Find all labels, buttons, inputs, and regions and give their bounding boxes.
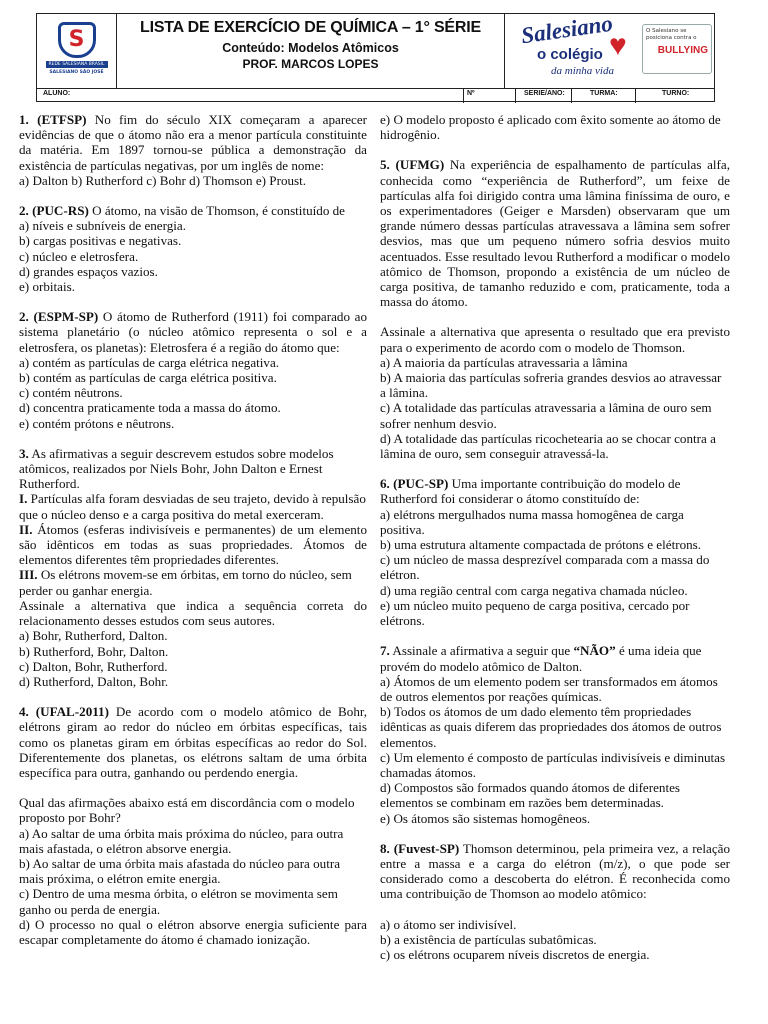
question-2 [19, 203, 367, 294]
question-source: (PUC-RS) [32, 203, 89, 219]
option: d) O processo no qual o elétron absorve energia suficiente para escapar completamente do átomo é chamado ionização. [19, 916, 367, 947]
field-turno: TURNO: [662, 90, 690, 97]
question-number: 5. [380, 157, 390, 173]
option: b) a existência de partículas subatômicas. [380, 931, 597, 947]
option: a) Bohr, Rutherford, Dalton. [19, 628, 168, 644]
question-1 [19, 112, 367, 188]
bully-word: BULLYING [657, 45, 708, 57]
question-prompt: Assinale a alternativa que indica a sequência correta do relacionamento desses estudos com seus autores. [19, 597, 367, 629]
salesiano-shield-icon [44, 20, 110, 82]
question-number: 4. [19, 704, 29, 720]
option: c) os elétrons ocuparem níveis discretos de energia. [380, 946, 650, 962]
bully-text: O Salesiano se posiciona contra o [646, 28, 697, 41]
page-subtitle: Conteúdo: Modelos Atômicos [222, 41, 399, 55]
option: b) contém as partículas de carga elétrica positiva. [19, 370, 277, 386]
option: a) o átomo ser indivisível. [380, 916, 517, 932]
question-text: No fim do século XIX começaram a aparecer evidências de que o átomo não era a menor partícula constituinte da matéria. Em 1897 tornou-se pública a demonstração da existência de partículas negativas, por um inglês de nome: [19, 112, 367, 173]
question-7 [380, 643, 730, 825]
question-text: O átomo, na visão de Thomson, é constituído de [92, 203, 345, 219]
question-number: 2. [19, 203, 29, 219]
option: d) Rutherford, Dalton, Bohr. [19, 673, 169, 689]
brand-word-tagline: da minha vida [551, 65, 614, 77]
brand-block [505, 10, 716, 88]
teacher-name: PROF. MARCOS LOPES [242, 57, 379, 71]
option: a) Ao saltar de uma órbita mais próxima do núcleo, para outra mais afastada, o elétron absorve energia. [19, 825, 344, 856]
question-2b [19, 309, 367, 431]
question-emphasis: “NÃO” [573, 643, 616, 659]
option: b) A maioria das partículas sofreria grandes desvios ao atravessar a lâmina. [380, 370, 722, 401]
option: a) contém as partículas de carga elétrica negativa. [19, 354, 280, 370]
brand-word-salesiano: Salesiano [519, 10, 615, 49]
statement-label: I. [19, 491, 28, 507]
school-logo [37, 14, 117, 88]
option: a) Átomos de um elemento podem ser transformados em átomos de outros elementos por reações químicas. [380, 673, 718, 704]
worksheet-header [36, 10, 715, 102]
statement-label: III. [19, 567, 38, 583]
question-4 [19, 704, 367, 947]
question-5 [380, 157, 730, 461]
option: b) Rutherford, Bohr, Dalton. [19, 643, 169, 659]
option: d) concentra praticamente toda a massa do átomo. [19, 400, 281, 416]
question-text: De acordo com o modelo atômico de Bohr, elétrons giram ao redor do núcleo em órbitas específicas, tais como os planetas giram em órbitas específicas ao redor do Sol. Diferentemente dos planetas, os elétrons saltam de uma órbita específica para outra, ganhando ou perdendo energia. [19, 704, 367, 780]
option: b) uma estrutura altamente compactada de prótons e elétrons. [380, 537, 702, 553]
option: d) uma região central com carga negativa chamada núcleo. [380, 582, 688, 598]
option: e) Os átomos são sistemas homogêneos. [380, 810, 591, 826]
header-title-block [117, 14, 505, 88]
right-column [380, 112, 730, 977]
salesiano-brand-logo [513, 10, 639, 83]
field-numero: Nº [467, 90, 475, 97]
option: e) um núcleo muito pequeno de carga positiva, cercado por elétrons. [380, 597, 690, 629]
option: d) A totalidade das partículas ricochetearia ao se chocar contra a lâmina de ouro, sem conseguir atravessá-la. [380, 430, 716, 462]
brand-word-colegio: o colégio [537, 46, 603, 63]
option: d) grandes espaços vazios. [19, 263, 158, 279]
option: d) Compostos são formados quando átomos de diferentes elementos se combinam em razões bem determinadas. [380, 780, 681, 811]
logo-letter: S [68, 27, 85, 52]
student-info-row [37, 88, 714, 102]
question-number: 7. [380, 643, 390, 659]
question-prompt: Qual das afirmações abaixo está em discordância com o modelo proposto por Bohr? [19, 795, 355, 826]
question-text: é uma ideia que provém do modelo atômico de Dalton. [380, 643, 702, 674]
option: a) A maioria da partículas atravessaria a lâmina [380, 354, 628, 370]
option: c) um núcleo de massa desprezível comparada com a massa do elétron. [380, 552, 710, 583]
option: e) contém prótons e nêutrons. [19, 415, 175, 431]
option: c) Dalton, Bohr, Rutherford. [19, 658, 168, 674]
option: b) Todos os átomos de um dado elemento têm propriedades idênticas as quais diferem das propriedades dos átomos de outros elementos. [380, 704, 722, 750]
statement-text: Partículas alfa foram desviadas de seu trajeto, devido à repulsão que o núcleo denso e a carga positiva do metal exerceram. [19, 491, 366, 522]
option: c) núcleo e eletrosfera. [19, 248, 139, 264]
question-text: Na experiência de espalhamento de partículas alfa, conhecida como “experiência de Rutherford”, um feixe de partículas alfa foi dirigido contra uma lâmina finíssima de ouro, e os experimentadores (Geiger e Marsden) observaram que um grande número dessas partículas atravessava a lâmina sem sofrer desvios, mas que um pequeno número sofria desvios muito acentuados. Esse resultado levou Rutherford a modificar o modelo atômico de Thomson, propondo a existência de um núcleo de carga positiva, de tamanho reduzido e com, praticamente, toda a massa do átomo. [380, 157, 730, 310]
question-text: Assinale a afirmativa a seguir que [392, 643, 571, 659]
question-options: a) Dalton b) Rutherford c) Bohr d) Thomson e) Proust. [19, 172, 307, 188]
question-text: O átomo de Rutherford (1911) foi comparado ao sistema planetário (o núcleo atômico representa o sol e a eletrosfera, os planetas): Eletrosfera é a região do átomo que: [19, 309, 368, 355]
option: e) orbitais. [19, 279, 75, 295]
question-text: Uma importante contribuição do modelo de Rutherford foi considerar o átomo constituído de: [380, 476, 681, 507]
option: b) cargas positivas e negativas. [19, 233, 182, 249]
question-source: (ETFSP) [37, 112, 87, 127]
statement-text: Átomos (esferas indivisíveis e permanentes) de um elemento são idênticos em todas as suas propriedades. Átomos de elementos diferentes têm propriedades diferentes. [19, 521, 367, 568]
question-source: (PUC-SP) [393, 476, 449, 492]
question-source: (Fuvest-SP) [393, 840, 460, 856]
question-number: 3. [19, 445, 29, 461]
question-source: (ESPM-SP) [33, 309, 99, 325]
question-text: As afirmativas a seguir descrevem estudos sobre modelos atômicos, realizados por Niels Bohr, John Dalton e Ernest Rutherford. [19, 445, 334, 492]
question-3 [19, 446, 367, 689]
statement-text: Os elétrons movem-se em órbitas, em torno do núcleo, sem perder ou ganhar energia. [19, 567, 352, 598]
question-8 [380, 841, 730, 962]
statement-label: II. [19, 521, 33, 537]
option: c) Um elemento é composto de partículas indivisíveis e diminutas chamadas átomos. [380, 749, 726, 780]
question-prompt: Assinale a alternativa que apresenta o resultado que era previsto para o experimento de acordo com o modelo de Thomson. [380, 324, 730, 355]
logo-school-name: SALESIANO SÃO JOSÉ [49, 70, 104, 75]
option: c) contém nêutrons. [19, 385, 123, 401]
field-serieano: SERIE/ANO: [524, 90, 565, 97]
page-title: LISTA DE EXERCÍCIO DE QUÍMICA – 1° SÉRIE [140, 19, 481, 36]
option: a) elétrons mergulhados numa massa homogênea de carga positiva. [380, 506, 684, 537]
option: a) níveis e subníveis de energia. [19, 218, 187, 234]
option: e) O modelo proposto é aplicado com êxito somente ao átomo de hidrogênio. [380, 112, 721, 143]
question-number: 2. [19, 309, 29, 325]
question-number: 8. [380, 840, 390, 856]
heart-icon: ♥ [609, 29, 627, 62]
question-source: (UFAL-2011) [35, 704, 109, 720]
question-source: (UFMG) [395, 157, 445, 173]
option: c) Dentro de uma mesma órbita, o elétron se movimenta sem ganho ou perda de energia. [19, 886, 338, 917]
field-turma: TURMA: [590, 90, 618, 97]
logo-caption: REDE SALESIANA BRASIL [46, 61, 108, 68]
field-aluno: ALUNO: [43, 90, 71, 97]
question-number: 6. [380, 476, 390, 492]
question-6 [380, 476, 730, 628]
left-column [19, 112, 367, 962]
question-4-continued [380, 112, 730, 142]
anti-bullying-badge [642, 24, 712, 74]
option: b) Ao saltar de uma órbita mais afastada do núcleo para outra mais próxima, o elétron emite energia. [19, 855, 341, 887]
question-number: 1. [19, 112, 29, 127]
question-text: Thomson determinou, pela primeira vez, a relação entre a massa e a carga do elétron (m/z), o que pode ser considerado como a descoberta do elétron. É reconhecida como uma contribuição de Thomson ao modelo atômico: [380, 840, 730, 902]
option: c) A totalidade das partículas atravessaria a lâmina de ouro sem sofrer nenhum desvio. [380, 400, 712, 431]
